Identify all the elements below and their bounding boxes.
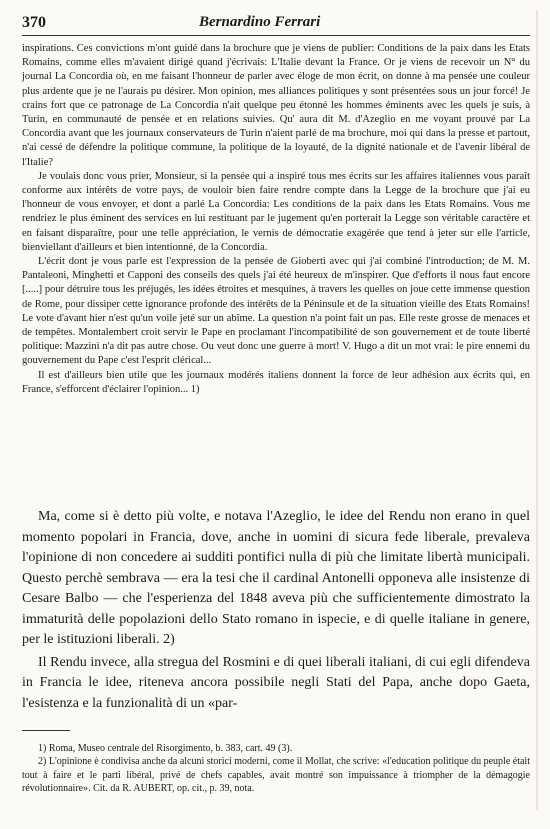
page-number: 370: [22, 14, 46, 31]
quote-paragraph: L'écrit dont je vous parle est l'expression de la pensée de Gioberti avec qui j'ai combiné l'introduction; de M. M. Pantaleoni, Minghetti et Capponi des conseils des quels j'ai été heureux de m'inspirer. Que d'efforts il nous faut encore [.....] pour détruire tous les préjugés, les idées étroites et mesquines, à travers les quelles on joue cette immense question de Rome, pour dissiper cette ignorance profonde des intérêts de la Péninsule et de la situation vieille des Etats Romains! Le vote d'avant hier n'est qu'un voile jeté sur un abîme. La question n'a point fait un pas. Elle reste grosse de menaces et de tempêtes. Montalembert croit servir le Pape en proclamant l'incompatibilité de son gouvernement et de toute liberté politique: Mazzini n'a dit pas autre chose. Ou veut donc une guerre à mort! V. Hugo a dit un mot vrai: le pire ennemi du gouvernement du Pape c'est l'esprit clérical...: [22, 256, 530, 367]
header-rule: [22, 35, 530, 36]
quote-paragraph: inspirations. Ces convictions m'ont guidé dans la brochure que je viens de publier: Conditions de la paix dans les Etats Romains, comme elles m'avaient dirigé quand j'écrivais: L'Italie devant la France. Or je viens de recevoir un N° du journal La Concordia où, en me faisant l'honneur de parler avec éloge de mon écrit, on donne à ma pensée une couleur plus ardente que je ne l'aurais pu désirer. Mon opinion, mes alliances politiques y sont présentées sous un jour forcé! Je crains fort que ce patronage de La Concordia n'ait quelque peu étonné les hommes éminents avec les quels je suis, à Turin, en communauté de pensée et en relations suivies. Qu' aura dit M. d'Azeglio en me voyant prouvé par La Concordia avant que les journaux conservateurs de Turin n'aient parlé de ma brochure, moi qui dans la presse et partout, n'ai cessé de défendre la politique commune, la politique de la loyauté, de la dignité nationale et de l'avenir libéral de l'Italie?: [22, 43, 530, 168]
quote-paragraph: Il est d'ailleurs bien utile que les journaux modérés italiens donnent la force de leur adhésion aux écrits qui, en France, s'efforcent d'éclairer l'opinion... 1): [22, 369, 530, 395]
page-edge-shadow: [536, 10, 538, 810]
main-paragraph: Ma, come si è detto più volte, e notava l'Azeglio, le idee del Rendu non erano in quel momento popolari in Francia, dove, anche in uomini di sicura fede liberale, prevaleva l'opinione di non concedere ai sudditi pontifici nulla di più che limitate libertà municipali. Questo perchè sembrava — era la tesi che il cardinal Antonelli opponeva alle insistenze di Cesare Balbo — che l'esperienza del 1848 aveva più che sufficientemente dimostrato la immaturità delle popolazioni dello Stato romano in ispecie, e di quelle italiane in genere, per le istituzioni liberali. 2): [22, 509, 530, 647]
footnote: 1) Roma, Museo centrale del Risorgimento, b. 383, cart. 49 (3).: [38, 743, 293, 754]
running-title: Bernardino Ferrari: [199, 14, 321, 30]
quote-paragraph: Je voulais donc vous prier, Monsieur, si la pensée qui a inspiré tous mes écrits sur les affaires italiennes vous paraît conforme aux intérêts de votre pays, de vouloir bien faire rendre compte dans la Legge de la brochure que j'ai eu l'honneur de vous envoyer, et dont a parlé La Concordia: Les conditions de la paix dans les Etats Romains. Vous me rendriez le plus éminent des services en lui restituant par le jugement qu'en porterait la Legge son véritable caractère et en faisant disparaître, pour une telle appréciation, le vernis de démocratie exagérée que tend à jeter sur elle l'article, bienviellant d'ailleurs et bien intentionné, de la Concordia.: [22, 170, 530, 253]
quoted-letter: [22, 42, 530, 397]
page-header: [22, 14, 530, 34]
footnote-rule: [22, 730, 70, 731]
main-paragraph: Il Rendu invece, alla stregua del Rosmini e di quei liberali italiani, di cui egli difendeva in Francia le idee, riteneva ancora possibile negli Stati del Papa, anche dopo Gaeta, l'esistenza e la funzionalità di un «par-: [22, 654, 530, 711]
footnote: 2) L'opinione è condivisa anche da alcuni storici moderni, come il Mollat, che scrive: «l'education politique du peuple était tout à faire et le parti libéral, privé de chefs capables, avait montré son impuissance à triompher de la démagogie révolutionnaire». Cit. da R. AUBERT, op. cit., p. 39, nota.: [22, 756, 530, 794]
footnotes: [22, 742, 530, 795]
main-text: [22, 507, 530, 716]
